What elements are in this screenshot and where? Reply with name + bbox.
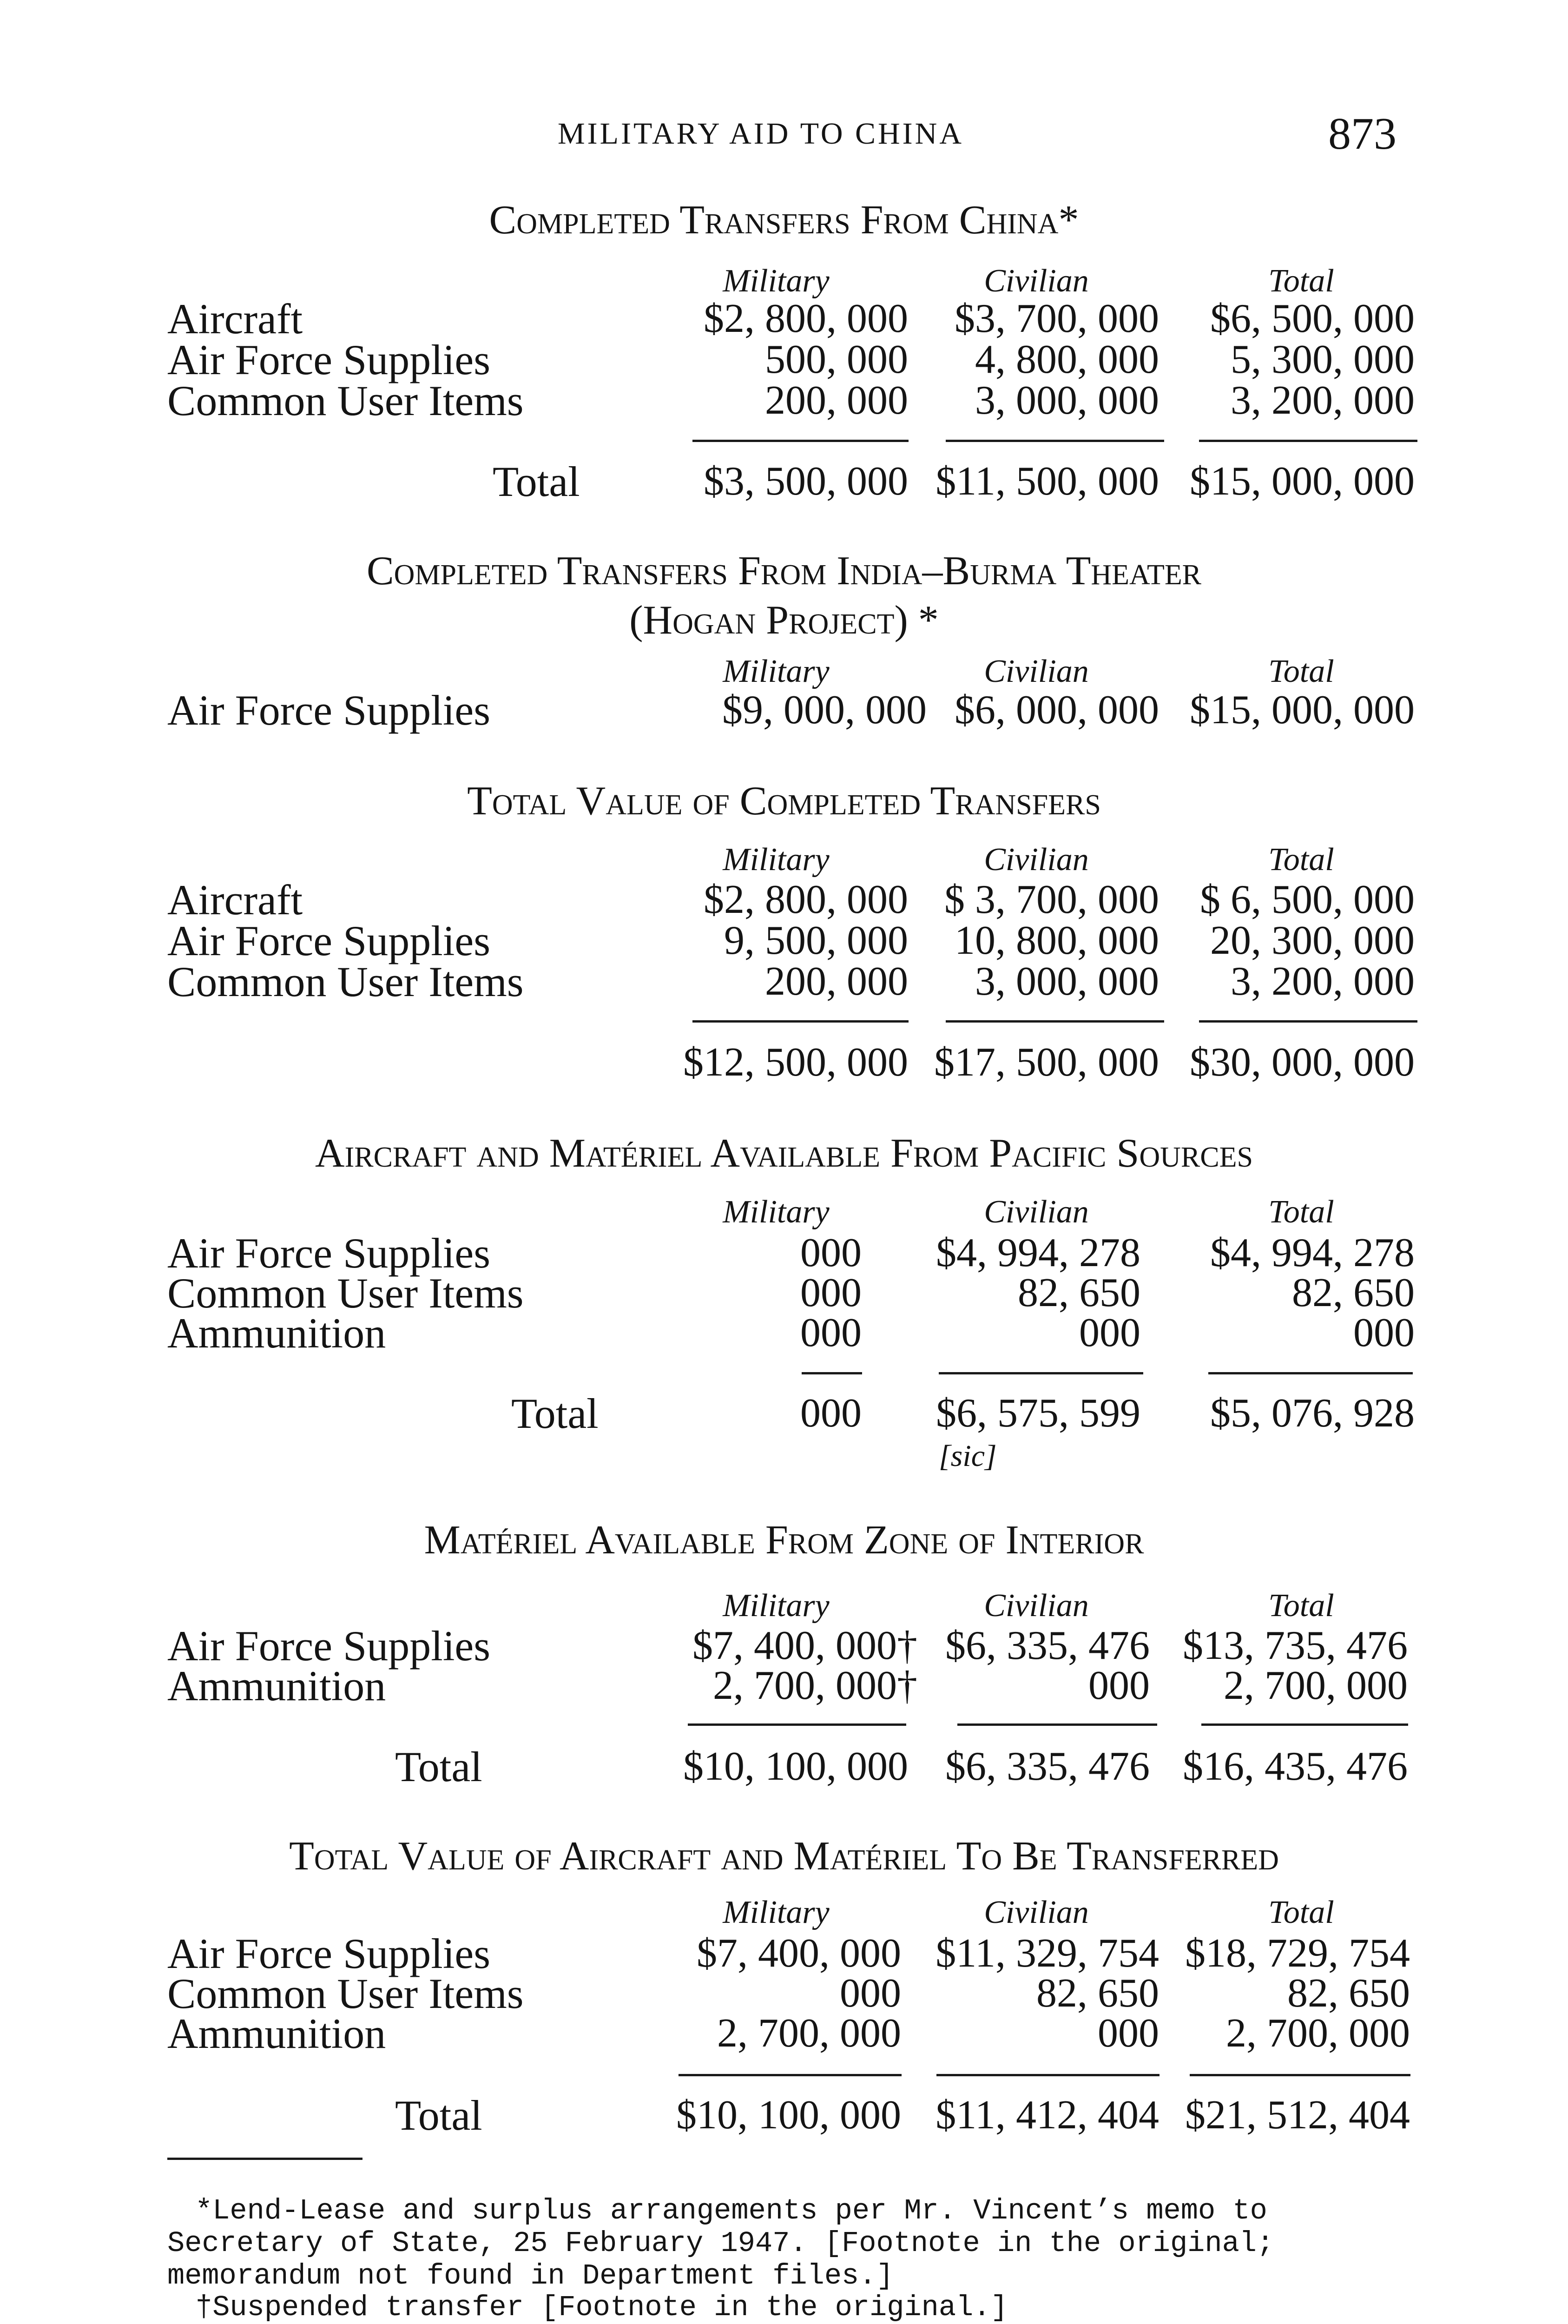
total-label: Total — [493, 458, 580, 505]
total-label: Total — [395, 2092, 482, 2139]
table-row — [0, 960, 1568, 1003]
military-total: 000 — [800, 1391, 862, 1436]
military-value: 000 — [800, 1310, 862, 1355]
sum-rule — [1199, 440, 1417, 442]
column-header-military: Military — [723, 1895, 830, 1930]
page-number: 873 — [1328, 109, 1397, 159]
table-row — [0, 919, 1568, 962]
civilian-value: 000 — [1098, 2011, 1159, 2056]
military-value: 2, 700, 000† — [713, 1663, 917, 1708]
military-value: 000 — [840, 1971, 901, 2016]
footnote-suspended: †Suspended transfer [Footnote in the original.] — [195, 2291, 1008, 2324]
total-value: $18, 729, 754 — [1185, 1931, 1410, 1976]
column-header-military: Military — [723, 842, 830, 878]
total-value: $4, 994, 278 — [1210, 1230, 1415, 1275]
column-header-total: Total — [1268, 1194, 1334, 1230]
military-value: 9, 500, 000 — [724, 918, 908, 963]
military-value: 200, 000 — [765, 959, 908, 1004]
civilian-value: $11, 329, 754 — [936, 1931, 1159, 1976]
column-header-total: Total — [1268, 263, 1334, 299]
civilian-value: 3, 000, 000 — [975, 959, 1159, 1004]
table-row — [0, 1932, 1568, 1975]
military-value: 500, 000 — [765, 337, 908, 382]
total-value: $6, 500, 000 — [1210, 296, 1415, 341]
civilian-total: $11, 500, 000 — [936, 459, 1159, 504]
table-row — [0, 338, 1568, 381]
table-row — [0, 876, 1568, 924]
section-title: Completed Transfers From China* — [489, 198, 1079, 243]
table-row — [0, 1309, 1568, 1357]
military-value: 2, 700, 000 — [717, 2011, 901, 2056]
total-value: $13, 735, 476 — [1183, 1623, 1408, 1668]
table-row — [0, 1972, 1568, 2015]
civilian-total: $6, 335, 476 — [945, 1744, 1150, 1789]
military-value: $2, 800, 000 — [704, 296, 908, 341]
row-label: Air Force Supplies — [167, 336, 491, 383]
column-header-total: Total — [1268, 842, 1334, 878]
section-title: Total Value of Aircraft and Matériel To Be Transferred — [289, 1834, 1279, 1879]
military-total: $10, 100, 000 — [676, 2093, 901, 2138]
total-row — [0, 2094, 1568, 2137]
table-row — [0, 1622, 1568, 1670]
grand-total: $30, 000, 000 — [1190, 1040, 1415, 1085]
civilian-value: $6, 000, 000 — [955, 687, 1159, 733]
row-label: Ammunition — [167, 2010, 386, 2057]
total-value: 20, 300, 000 — [1210, 918, 1415, 963]
civilian-value: 82, 650 — [1018, 1270, 1140, 1315]
total-row — [0, 1745, 1568, 1788]
total-row — [0, 1041, 1568, 1084]
total-value: 5, 300, 000 — [1231, 337, 1415, 382]
civilian-value: 10, 800, 000 — [955, 918, 1159, 963]
military-value: $7, 400, 000 — [697, 1931, 901, 1976]
row-label: Aircraft — [167, 876, 303, 924]
table-row — [0, 1662, 1568, 1710]
column-header-military: Military — [723, 654, 830, 689]
total-row — [0, 1392, 1568, 1435]
military-value: $9, 000, 000 — [722, 687, 927, 733]
row-label: Air Force Supplies — [167, 1622, 491, 1670]
civilian-total: $17, 500, 000 — [934, 1040, 1159, 1085]
row-label: Ammunition — [167, 1309, 386, 1357]
military-total: $3, 500, 000 — [704, 459, 908, 504]
total-value: $15, 000, 000 — [1190, 687, 1415, 733]
sum-rule — [1190, 2074, 1410, 2076]
grand-total: $5, 076, 928 — [1210, 1391, 1415, 1436]
military-value: 000 — [800, 1230, 862, 1275]
grand-total: $21, 512, 404 — [1185, 2093, 1410, 2138]
row-label: Air Force Supplies — [167, 1229, 491, 1277]
table-row — [0, 379, 1568, 422]
column-header-civilian: Civilian — [984, 654, 1089, 689]
civilian-value: $4, 994, 278 — [936, 1230, 1140, 1275]
column-header-civilian: Civilian — [984, 1895, 1089, 1930]
row-label: Common User Items — [167, 1970, 524, 2017]
column-header-total: Total — [1268, 1895, 1334, 1930]
sum-rule — [692, 440, 909, 442]
sum-rule — [679, 2074, 902, 2076]
military-value: 000 — [800, 1270, 862, 1315]
civilian-value: 000 — [1088, 1663, 1150, 1708]
table-row — [0, 295, 1568, 343]
total-row — [0, 460, 1568, 503]
row-label: Air Force Supplies — [167, 1930, 491, 1977]
column-header-civilian: Civilian — [984, 1194, 1089, 1230]
running-head: MILITARY AID TO CHINA — [558, 117, 964, 151]
sum-rule — [692, 1020, 909, 1023]
civilian-value: 4, 800, 000 — [975, 337, 1159, 382]
row-label: Aircraft — [167, 295, 303, 343]
footnote-rule — [167, 2158, 362, 2160]
table-row — [0, 2012, 1568, 2055]
total-value: 82, 650 — [1287, 1971, 1410, 2016]
sic-note: [sic] — [939, 1439, 997, 1473]
row-label: Common User Items — [167, 377, 524, 424]
section-title: Matériel Available From Zone of Interior — [424, 1518, 1144, 1563]
row-label: Air Force Supplies — [167, 687, 491, 734]
total-value: $ 6, 500, 000 — [1200, 877, 1415, 922]
military-total: $10, 100, 000 — [683, 1744, 908, 1789]
civilian-value: 3, 000, 000 — [975, 378, 1159, 423]
section-title: Aircraft and Matériel Available From Pacific Sources — [315, 1131, 1253, 1176]
sum-rule — [1199, 1020, 1417, 1023]
civilian-value: 82, 650 — [1036, 1971, 1159, 2016]
total-label: Total — [511, 1390, 599, 1437]
column-header-military: Military — [723, 1588, 830, 1624]
sum-rule — [936, 2074, 1160, 2076]
military-total: $12, 500, 000 — [683, 1040, 908, 1085]
row-label: Common User Items — [167, 1269, 524, 1317]
civilian-total: $6, 575, 599 — [936, 1391, 1140, 1436]
total-value: 2, 700, 000 — [1224, 1663, 1408, 1708]
sum-rule — [946, 1020, 1164, 1023]
column-header-military: Military — [723, 263, 830, 299]
sum-rule — [688, 1723, 906, 1726]
section-title: Completed Transfers From India–Burma Theater (Hogan Project) * — [366, 548, 1202, 643]
row-label: Common User Items — [167, 958, 524, 1005]
grand-total: $16, 435, 476 — [1183, 1744, 1408, 1789]
column-header-civilian: Civilian — [984, 263, 1089, 299]
sum-rule — [957, 1723, 1157, 1726]
column-header-civilian: Civilian — [984, 842, 1089, 878]
total-value: 2, 700, 000 — [1226, 2011, 1410, 2056]
column-header-military: Military — [723, 1194, 830, 1230]
total-value: 82, 650 — [1292, 1270, 1415, 1315]
sum-rule — [1201, 1723, 1408, 1726]
military-value: $2, 800, 000 — [704, 877, 908, 922]
row-label: Air Force Supplies — [167, 917, 491, 964]
footnote-lend-lease: *Lend-Lease and surplus arrangements per Mr. Vincent’s memo to Secretary of State, 25 February 1947. [Footnote in the original; memorandum not found in Department files.] — [167, 2194, 1274, 2292]
civilian-value: 000 — [1079, 1310, 1140, 1355]
civilian-value: $ 3, 700, 000 — [944, 877, 1159, 922]
military-value: 200, 000 — [765, 378, 908, 423]
total-label: Total — [395, 1743, 482, 1790]
sum-rule — [802, 1372, 862, 1374]
total-value: 3, 200, 000 — [1231, 378, 1415, 423]
sum-rule — [946, 440, 1164, 442]
total-value: 3, 200, 000 — [1231, 959, 1415, 1004]
civilian-value: $6, 335, 476 — [945, 1623, 1150, 1668]
section-title: Total Value of Completed Transfers — [467, 779, 1101, 824]
civilian-total: $11, 412, 404 — [936, 2093, 1159, 2138]
row-label: Ammunition — [167, 1662, 386, 1710]
column-header-civilian: Civilian — [984, 1588, 1089, 1624]
military-value: $7, 400, 000† — [692, 1623, 917, 1668]
table-row — [0, 1269, 1568, 1317]
table-row — [0, 689, 1568, 732]
sum-rule — [939, 1372, 1143, 1374]
column-header-total: Total — [1268, 654, 1334, 689]
column-header-total: Total — [1268, 1588, 1334, 1624]
sum-rule — [1208, 1372, 1413, 1374]
civilian-value: $3, 700, 000 — [955, 296, 1159, 341]
grand-total: $15, 000, 000 — [1190, 459, 1415, 504]
table-row — [0, 1229, 1568, 1277]
total-value: 000 — [1353, 1310, 1415, 1355]
